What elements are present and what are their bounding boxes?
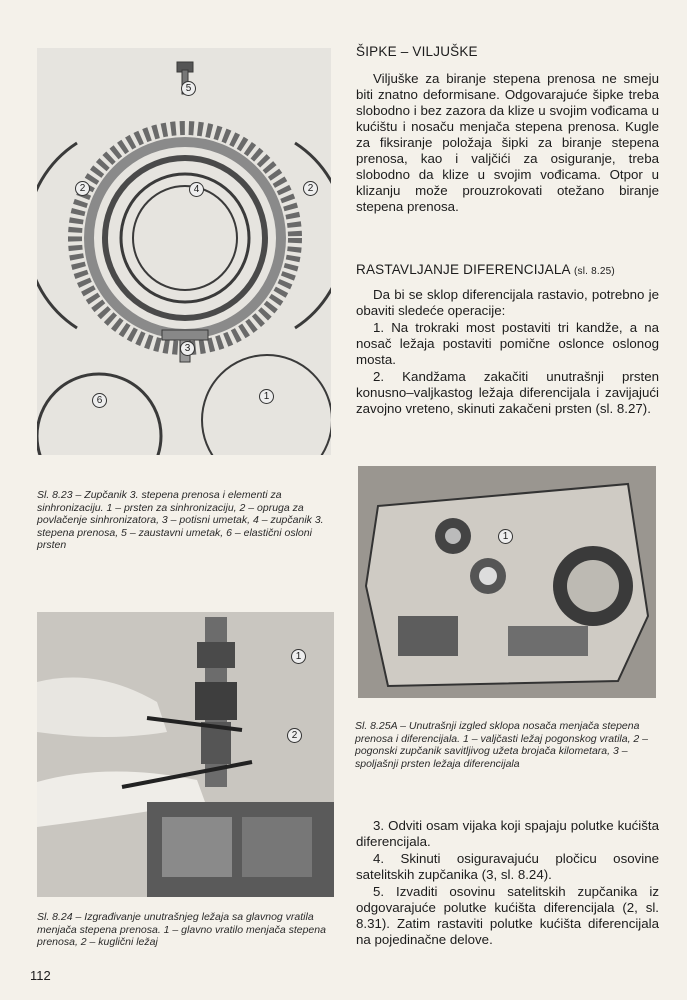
- paragraph-step-4: 4. Skinuti osiguravajuću pločicu osovine satelitskih zupčanika (3, sl. 8.24).: [356, 851, 659, 882]
- differential-housing-illustration: [358, 466, 656, 698]
- callout-6: 6: [92, 393, 107, 408]
- section-title-sipke: ŠIPKE – VILJUŠKE: [356, 44, 478, 59]
- paragraph-step-5: 5. Izvaditi osovinu satelitskih zupčanika iz odgovarajuće polutke kućišta diferencijala (2, sl. 8.31). Zatim rastaviti polutke kućišta diferencijala na pojedinačne delove.: [356, 884, 659, 947]
- paragraph-step-1: 1. Na trokraki most postaviti tri kandže, a na nosač ležaja postaviti pomične oslonce oslonog mosta.: [356, 320, 659, 367]
- paragraph-step-2: 2. Kandžama zakačiti unutrašnji prsten konusno–valjkastog ležaja diferencijala i zavijajući zavojno vreteno, skinuti zakačeni prsten (sl. 8.27).: [356, 369, 659, 416]
- paragraph-step-3: 3. Odviti osam vijaka koji spajaju polutke kućišta diferencijala.: [356, 818, 659, 849]
- section-title-rastavljanje: [356, 262, 615, 277]
- callout-2: 2: [287, 728, 302, 743]
- figure-8-25a-caption: Sl. 8.25A – Unutrašnji izgled sklopa nosača menjača stepena prenosa i diferencijala. 1 – valjčasti ležaj pogonskog vratila, 2 – pogonski zupčanik savitljivog užeta brojača kilometara, 3 – spoljašnji prsten ležaja diferencijala: [355, 720, 649, 770]
- callout-5: 5: [181, 81, 196, 96]
- paragraph-sipke: Viljuške za biranje stepena prenosa ne smeju biti znatno deformisane. Odgovarajuće šipke treba slobodno i bez zazora da klize u svojim vođicama u kućištu i nosaču menjača stepena prenosa. Kugle za fiksiranje položaja šipki za biranje stepena prenosa, kao i valjčići za osiguranje, treba slobodno da klize u svojim vođicama. Otpor u klizanju može prouzrokovati otežano biranje stepena prenosa.: [356, 71, 659, 214]
- paragraph-intro: Da bi se sklop diferencijala rastavio, potrebno je obaviti sledeće operacije:: [356, 287, 659, 318]
- callout-1: 1: [259, 389, 274, 404]
- callout-1: 1: [291, 649, 306, 664]
- bearing-removal-illustration: [37, 612, 334, 897]
- callout-4: 4: [189, 182, 204, 197]
- callout-2-left: 2: [75, 181, 90, 196]
- callout-1: 1: [498, 529, 513, 544]
- page-number: 112: [30, 968, 51, 983]
- figure-8-23-photo: [37, 48, 331, 455]
- figure-8-24-caption: Sl. 8.24 – Izgrađivanje unutrašnjeg ležaja sa glavnog vratila menjača stepena prenosa. 1 – glavno vratilo menjača stepena prenosa, 2 – kuglični ležaj: [37, 911, 326, 948]
- callout-2-right: 2: [303, 181, 318, 196]
- figure-8-25a-photo: [358, 466, 656, 698]
- figure-8-23-caption: Sl. 8.23 – Zupčanik 3. stepena prenosa i elementi za sinhronizaciju. 1 – prsten za sinhronizaciju, 2 – opruga za povlačenje sinhronizatora, 3 – potisni umetak, 4 – zupčanik 3. stepena prenosa, 5 – zaustavni umetak, 6 – elastični osloni prsten: [37, 489, 324, 551]
- section-title-ref: (sl. 8.25): [573, 266, 615, 277]
- section-title-text: RASTAVLJANJE DIFERENCIJALA: [356, 262, 571, 277]
- callout-3: 3: [180, 341, 195, 356]
- figure-8-24-photo: [37, 612, 334, 897]
- gear-synchronizer-illustration: [37, 48, 331, 455]
